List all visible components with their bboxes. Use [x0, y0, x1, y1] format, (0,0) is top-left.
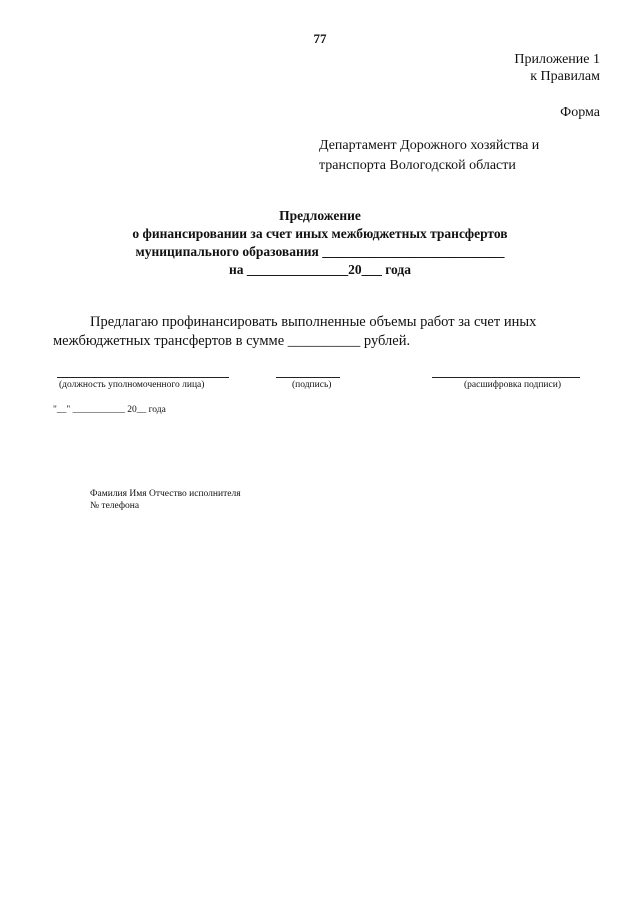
form-label: Форма: [560, 105, 600, 120]
signature-line: [276, 377, 340, 378]
title-subject: о финансировании за счет иных межбюджетных трансфертов: [132, 226, 508, 241]
appendix-label: Приложение 1: [514, 52, 600, 67]
proposal-text-line-1: Предлагаю профинансировать выполненные объемы работ за счет иных: [90, 314, 537, 330]
signature-caption: (подпись): [292, 380, 332, 390]
signature-decoding-caption: (расшифровка подписи): [464, 380, 561, 390]
executor-phone-label: № телефона: [90, 501, 140, 511]
page-number: 77: [313, 31, 327, 46]
signature-decoding-line: [432, 377, 580, 378]
position-caption: (должность уполномоченного лица): [59, 380, 205, 390]
appendix-rules-label: к Правилам: [530, 69, 600, 84]
position-signature-line: [57, 377, 229, 378]
date-line: "__" ___________ 20__ года: [53, 405, 166, 415]
proposal-text-line-2: межбюджетных трансфертов в сумме __________ рублей.: [53, 333, 411, 349]
title-year: на _______________20___ года: [228, 262, 411, 277]
department-line-1: Департамент Дорожного хозяйства и: [319, 138, 540, 153]
document-title: Предложение: [279, 208, 361, 223]
title-municipality: муниципального образования ___________________________: [135, 244, 505, 259]
department-line-2: транспорта Вологодской области: [319, 158, 516, 173]
executor-name-label: Фамилия Имя Отчество исполнителя: [90, 489, 241, 499]
